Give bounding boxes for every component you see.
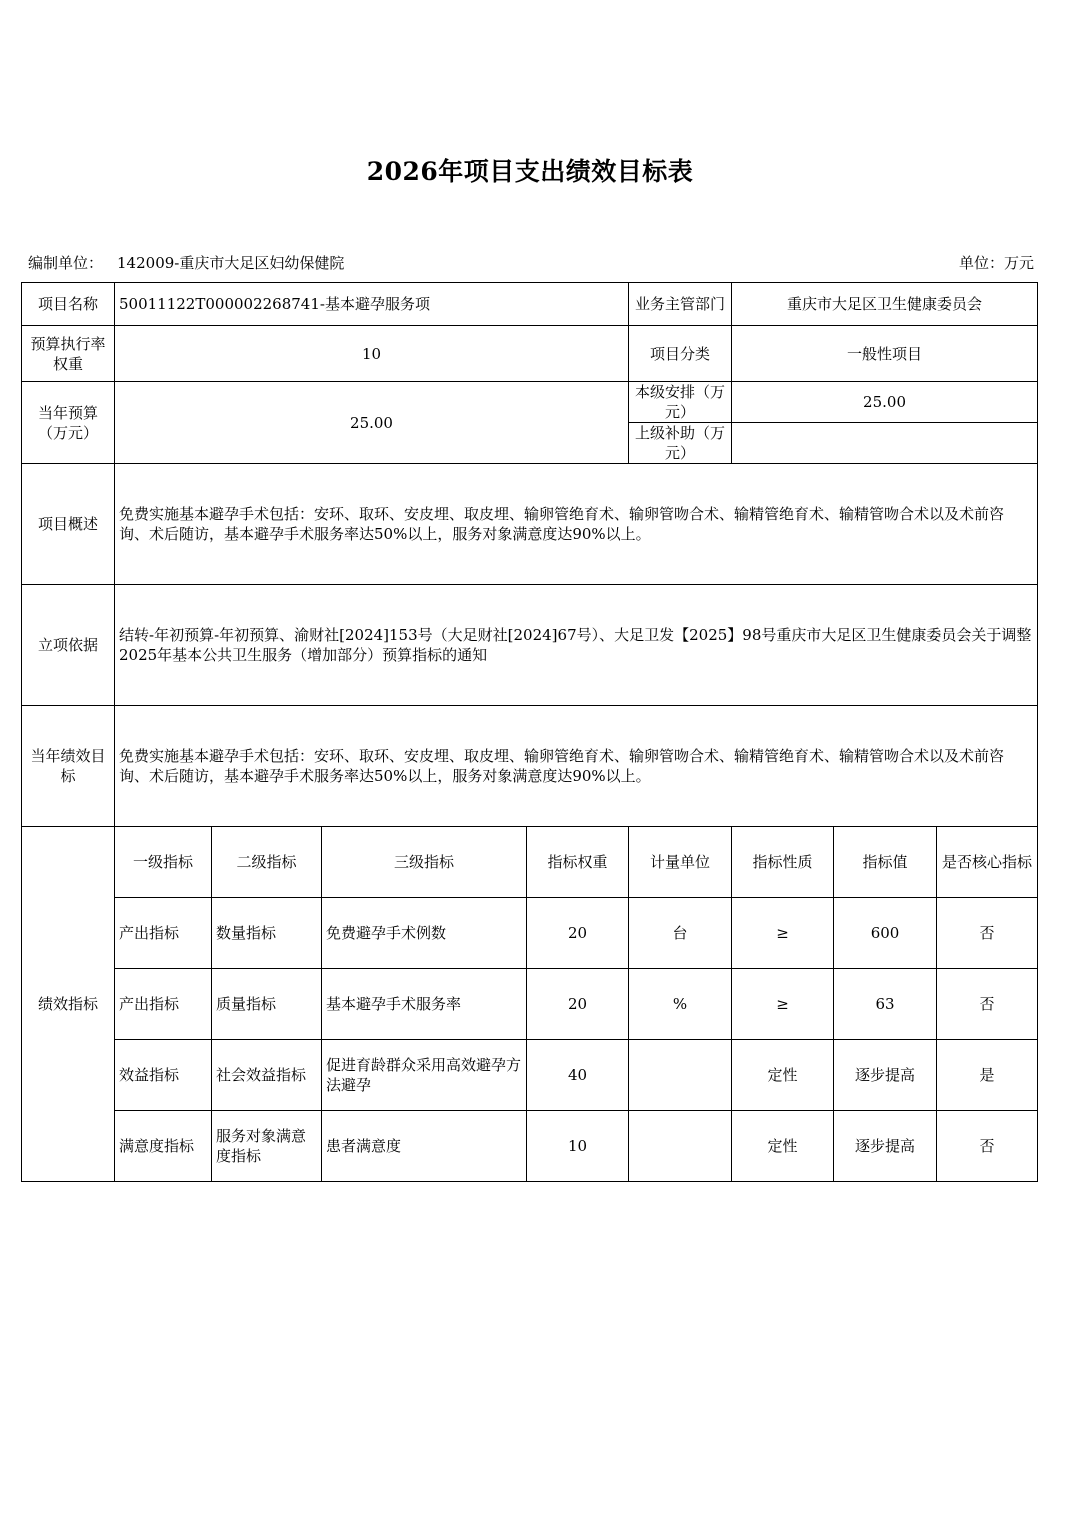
table-row — [22, 1111, 1038, 1182]
goal-label: 当年绩效目标 — [22, 706, 115, 827]
header-unit: 计量单位 — [629, 827, 732, 898]
indicator-level2: 社会效益指标 — [212, 1040, 322, 1111]
indicator-unit — [629, 1040, 732, 1111]
indicator-level3: 患者满意度 — [322, 1111, 527, 1182]
indicator-unit — [629, 1111, 732, 1182]
header-level1: 一级指标 — [115, 827, 212, 898]
indicator-nature: 定性 — [732, 1111, 834, 1182]
header-core: 是否核心指标 — [937, 827, 1038, 898]
overview-value: 免费实施基本避孕手术包括：安环、取环、安皮埋、取皮埋、输卵管绝育术、输卵管吻合术、输精管绝育术、输精管吻合术以及术前咨询、术后随访，基本避孕手术服务率达50%以上，服务对象满意度达90%以上。 — [115, 464, 1038, 585]
local-label: 本级安排（万元） — [629, 382, 732, 423]
indicator-core: 否 — [937, 969, 1038, 1040]
category-label: 项目分类 — [629, 326, 732, 382]
header-weight: 指标权重 — [527, 827, 629, 898]
row-overview — [22, 464, 1038, 585]
indicator-value: 600 — [834, 898, 937, 969]
indicator-level1: 效益指标 — [115, 1040, 212, 1111]
header-value: 指标值 — [834, 827, 937, 898]
table-row — [22, 1040, 1038, 1111]
header-level2: 二级指标 — [212, 827, 322, 898]
basis-label: 立项依据 — [22, 585, 115, 706]
org-info — [28, 252, 344, 273]
indicator-level2: 数量指标 — [212, 898, 322, 969]
indicator-level3: 免费避孕手术例数 — [322, 898, 527, 969]
category-value: 一般性项目 — [732, 326, 1038, 382]
weight-label: 预算执行率权重 — [22, 326, 115, 382]
indicator-core: 否 — [937, 1111, 1038, 1182]
row-budget-local — [22, 382, 1038, 423]
indicator-unit: % — [629, 969, 732, 1040]
table-row — [22, 969, 1038, 1040]
indicator-level1: 产出指标 — [115, 898, 212, 969]
indicator-value: 逐步提高 — [834, 1111, 937, 1182]
basis-value: 结转-年初预算-年初预算、渝财社[2024]153号（大足财社[2024]67号）、大足卫发【2025】98号重庆市大足区卫生健康委员会关于调整2025年基本公共卫生服务（增加部分）预算指标的通知 — [115, 585, 1038, 706]
page-title: 2026年项目支出绩效目标表 — [366, 157, 694, 186]
row-weight — [22, 326, 1038, 382]
indicator-weight: 20 — [527, 969, 629, 1040]
indicator-value: 逐步提高 — [834, 1040, 937, 1111]
project-name-value: 50011122T000002268741-基本避孕服务项 — [115, 283, 629, 326]
performance-table — [21, 282, 1038, 1182]
dept-label: 业务主管部门 — [629, 283, 732, 326]
indicator-core: 否 — [937, 898, 1038, 969]
local-value: 25.00 — [732, 382, 1038, 423]
indicator-level3: 促进育龄群众采用高效避孕方法避孕 — [322, 1040, 527, 1111]
indicator-nature: ≥ — [732, 969, 834, 1040]
header-nature: 指标性质 — [732, 827, 834, 898]
indicator-unit: 台 — [629, 898, 732, 969]
upper-label: 上级补助（万元） — [629, 423, 732, 464]
budget-label: 当年预算（万元） — [22, 382, 115, 464]
org-label: 编制单位： — [28, 254, 104, 272]
table-row — [22, 898, 1038, 969]
upper-value — [732, 423, 1038, 464]
row-goal — [22, 706, 1038, 827]
indicator-weight: 10 — [527, 1111, 629, 1182]
indicator-level2: 质量指标 — [212, 969, 322, 1040]
indicator-level2: 服务对象满意度指标 — [212, 1111, 322, 1182]
indicator-core: 是 — [937, 1040, 1038, 1111]
budget-value: 25.00 — [115, 382, 629, 464]
header-level3: 三级指标 — [322, 827, 527, 898]
indicator-section-label: 绩效指标 — [22, 827, 115, 1182]
indicator-nature: 定性 — [732, 1040, 834, 1111]
indicator-header-row — [22, 827, 1038, 898]
project-name-label: 项目名称 — [22, 283, 115, 326]
dept-value: 重庆市大足区卫生健康委员会 — [732, 283, 1038, 326]
indicator-level1: 满意度指标 — [115, 1111, 212, 1182]
indicator-value: 63 — [834, 969, 937, 1040]
indicator-weight: 40 — [527, 1040, 629, 1111]
goal-value: 免费实施基本避孕手术包括：安环、取环、安皮埋、取皮埋、输卵管绝育术、输卵管吻合术、输精管绝育术、输精管吻合术以及术前咨询、术后随访，基本避孕手术服务率达50%以上，服务对象满意度达90%以上。 — [115, 706, 1038, 827]
unit-info: 单位：万元 — [958, 254, 1034, 272]
row-basis — [22, 585, 1038, 706]
weight-value: 10 — [115, 326, 629, 382]
row-project-name — [22, 283, 1038, 326]
org-value: 142009-重庆市大足区妇幼保健院 — [117, 254, 345, 272]
indicator-level1: 产出指标 — [115, 969, 212, 1040]
indicator-level3: 基本避孕手术服务率 — [322, 969, 527, 1040]
overview-label: 项目概述 — [22, 464, 115, 585]
indicator-nature: ≥ — [732, 898, 834, 969]
indicator-weight: 20 — [527, 898, 629, 969]
